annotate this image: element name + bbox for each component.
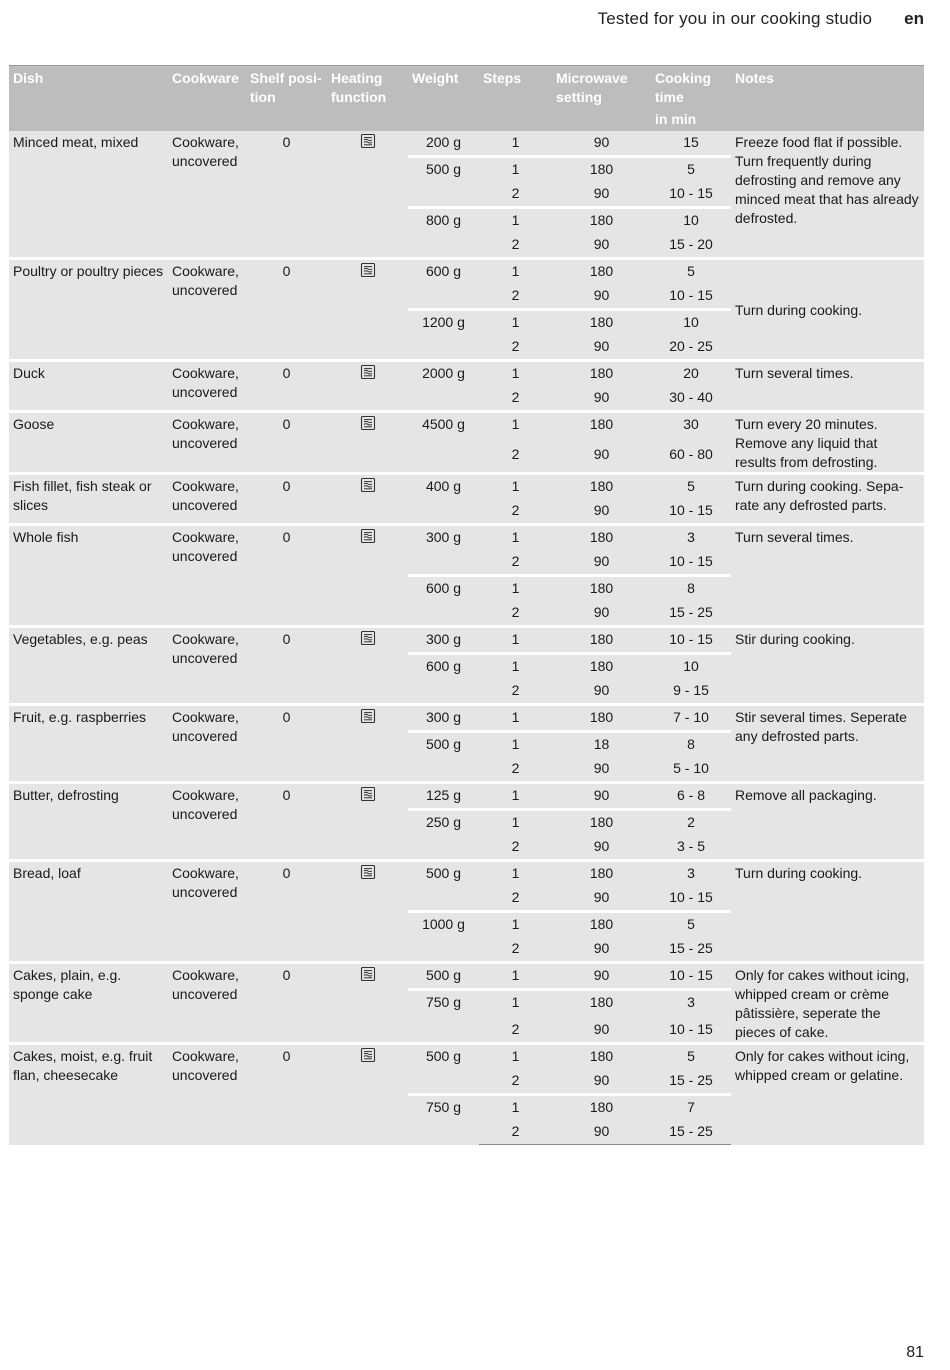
microwave-setting-cell: 180 (552, 310, 651, 336)
cooking-time-cell: 7 - 10 (651, 705, 731, 732)
heating-function-cell (327, 361, 408, 412)
cooking-time-cell: 5 (651, 1044, 731, 1070)
dish-cell: Duck (9, 361, 168, 412)
step-cell: 1 (479, 654, 552, 680)
dish-cell: Goose (9, 412, 168, 474)
cooking-time-cell: 60 - 80 (651, 443, 731, 474)
table-row (9, 783, 924, 810)
table-row (9, 474, 924, 500)
cooking-time-cell: 2 (651, 810, 731, 836)
step-cell: 1 (479, 576, 552, 602)
table-row (9, 705, 924, 732)
dish-cell: Fish fillet, fish steak or slices (9, 474, 168, 525)
cooking-time-cell: 15 (651, 131, 731, 157)
cookware-cell: Cookware, uncovered (168, 474, 246, 525)
microwave-setting-cell: 180 (552, 1095, 651, 1121)
heating-function-cell (327, 412, 408, 474)
step-cell: 2 (479, 284, 552, 310)
defrost-microwave-icon (360, 415, 376, 431)
microwave-setting-cell: 90 (552, 835, 651, 861)
step-cell: 1 (479, 705, 552, 732)
step-cell: 2 (479, 443, 552, 474)
language-code: en (904, 9, 924, 28)
col-notes: Notes (731, 66, 924, 132)
dish-cell: Minced meat, mixed (9, 131, 168, 259)
col-cooking-time-label: Cooking time (655, 70, 711, 105)
cooking-time-cell: 15 - 25 (651, 601, 731, 627)
notes-cell: Stir during cooking. (731, 627, 924, 705)
step-cell: 1 (479, 131, 552, 157)
dish-group (9, 783, 924, 861)
weight-cell: 125 g (408, 783, 479, 810)
weight-cell: 600 g (408, 259, 479, 310)
shelf-position-cell: 0 (246, 131, 327, 259)
notes-cell: Turn every 20 minutes. Remove any liquid that results from defrosting. (731, 412, 924, 474)
microwave-setting-cell: 90 (552, 937, 651, 963)
cookware-cell: Cookware, uncovered (168, 131, 246, 259)
step-cell: 2 (479, 886, 552, 912)
microwave-setting-cell: 90 (552, 783, 651, 810)
step-cell: 1 (479, 208, 552, 234)
heating-function-cell (327, 131, 408, 259)
step-cell: 1 (479, 783, 552, 810)
microwave-setting-cell: 180 (552, 810, 651, 836)
step-cell: 2 (479, 679, 552, 705)
dish-cell: Fruit, e.g. raspberries (9, 705, 168, 783)
cooking-time-cell: 15 - 25 (651, 1120, 731, 1145)
page-header (24, 6, 924, 32)
weight-cell: 500 g (408, 861, 479, 912)
cooking-time-cell: 15 - 25 (651, 937, 731, 963)
step-cell: 2 (479, 499, 552, 525)
step-cell: 1 (479, 1044, 552, 1070)
col-weight: Weight (408, 66, 479, 132)
step-cell: 2 (479, 233, 552, 259)
step-cell: 2 (479, 1018, 552, 1044)
table-row (9, 1044, 924, 1070)
dish-group (9, 627, 924, 705)
step-cell: 1 (479, 157, 552, 183)
table-row (9, 131, 924, 157)
step-cell: 1 (479, 861, 552, 887)
microwave-setting-cell: 180 (552, 627, 651, 654)
defrost-microwave-icon (360, 528, 376, 544)
dish-group (9, 412, 924, 474)
cookware-cell: Cookware, uncovered (168, 525, 246, 627)
col-cooking-time (651, 66, 731, 132)
microwave-setting-cell: 180 (552, 861, 651, 887)
weight-cell: 2000 g (408, 361, 479, 412)
defrost-microwave-icon (360, 966, 376, 982)
heating-function-cell (327, 861, 408, 963)
cooking-time-cell: 10 (651, 208, 731, 234)
shelf-position-cell: 0 (246, 861, 327, 963)
microwave-setting-cell: 90 (552, 601, 651, 627)
weight-cell: 300 g (408, 705, 479, 732)
weight-cell: 300 g (408, 627, 479, 654)
shelf-position-cell: 0 (246, 1044, 327, 1145)
cooking-time-cell: 3 - 5 (651, 835, 731, 861)
notes-cell: Turn during cooking. (731, 861, 924, 963)
cooking-time-cell: 5 (651, 474, 731, 500)
microwave-setting-cell: 90 (552, 886, 651, 912)
microwave-setting-cell: 180 (552, 1044, 651, 1070)
microwave-setting-cell: 90 (552, 131, 651, 157)
step-cell: 1 (479, 627, 552, 654)
microwave-setting-cell: 180 (552, 474, 651, 500)
cooking-time-cell: 9 - 15 (651, 679, 731, 705)
microwave-setting-cell: 90 (552, 499, 651, 525)
cookware-cell: Cookware, uncovered (168, 861, 246, 963)
step-cell: 2 (479, 757, 552, 783)
defrost-microwave-icon (360, 133, 376, 149)
weight-cell: 800 g (408, 208, 479, 259)
heating-function-cell (327, 1044, 408, 1145)
cooking-time-cell: 20 - 25 (651, 335, 731, 361)
microwave-setting-cell: 90 (552, 335, 651, 361)
dish-cell: Vegetables, e.g. peas (9, 627, 168, 705)
step-cell: 1 (479, 474, 552, 500)
dish-cell: Cakes, plain, e.g. sponge cake (9, 963, 168, 1044)
weight-cell: 300 g (408, 525, 479, 576)
cooking-time-cell: 10 - 15 (651, 1018, 731, 1044)
cookware-cell: Cookware, uncovered (168, 361, 246, 412)
dish-cell: Butter, defrosting (9, 783, 168, 861)
cooking-time-cell: 10 - 15 (651, 963, 731, 990)
cooking-time-cell: 10 - 15 (651, 627, 731, 654)
table-row (9, 963, 924, 990)
weight-cell: 400 g (408, 474, 479, 525)
step-cell: 2 (479, 335, 552, 361)
cooking-time-cell: 10 - 15 (651, 886, 731, 912)
cooking-time-cell: 30 - 40 (651, 386, 731, 412)
col-dish: Dish (9, 66, 168, 132)
shelf-position-cell: 0 (246, 361, 327, 412)
weight-cell: 4500 g (408, 412, 479, 474)
microwave-setting-cell: 18 (552, 732, 651, 758)
col-steps: Steps (479, 66, 552, 132)
microwave-setting-cell: 90 (552, 963, 651, 990)
weight-cell: 600 g (408, 654, 479, 705)
defrost-microwave-icon (360, 364, 376, 380)
shelf-position-cell: 0 (246, 627, 327, 705)
dish-group (9, 474, 924, 525)
dish-group (9, 705, 924, 783)
notes-cell: Turn several times. (731, 361, 924, 412)
dish-cell: Whole fish (9, 525, 168, 627)
cooking-time-cell: 3 (651, 990, 731, 1019)
step-cell: 2 (479, 937, 552, 963)
heating-function-cell (327, 627, 408, 705)
cookware-cell: Cookware, uncovered (168, 705, 246, 783)
shelf-position-cell: 0 (246, 259, 327, 361)
weight-cell: 500 g (408, 732, 479, 783)
cooking-time-cell: 7 (651, 1095, 731, 1121)
microwave-setting-cell: 90 (552, 550, 651, 576)
microwave-setting-cell: 180 (552, 412, 651, 443)
table-row (9, 525, 924, 551)
weight-cell: 1200 g (408, 310, 479, 361)
cooking-time-cell: 10 - 15 (651, 499, 731, 525)
shelf-position-cell: 0 (246, 525, 327, 627)
weight-cell: 750 g (408, 990, 479, 1044)
microwave-setting-cell: 180 (552, 990, 651, 1019)
microwave-setting-cell: 180 (552, 361, 651, 387)
cooking-time-cell: 10 - 15 (651, 550, 731, 576)
step-cell: 1 (479, 732, 552, 758)
step-cell: 1 (479, 361, 552, 387)
microwave-setting-cell: 90 (552, 757, 651, 783)
notes-cell: Freeze food flat if possible. Turn frequently during defrosting and remove any minced meat that has already defrosted. (731, 131, 924, 259)
col-cooking-time-unit: in min (655, 111, 697, 127)
cooking-time-cell: 3 (651, 861, 731, 887)
defrost-microwave-icon (360, 786, 376, 802)
col-shelf-position: Shelf posi-tion (246, 66, 327, 132)
microwave-setting-cell: 90 (552, 1018, 651, 1044)
cooking-time-cell: 5 (651, 259, 731, 285)
microwave-setting-cell: 180 (552, 208, 651, 234)
dish-group (9, 1044, 924, 1145)
microwave-setting-cell: 90 (552, 1120, 651, 1145)
page-number: 81 (906, 1344, 924, 1361)
dish-group (9, 963, 924, 1044)
dish-group (9, 525, 924, 627)
cooking-time-cell: 15 - 25 (651, 1069, 731, 1095)
notes-cell: Turn during cooking. Sepa-rate any defrosted parts. (731, 474, 924, 525)
microwave-setting-cell: 180 (552, 912, 651, 938)
cooking-time-cell: 20 (651, 361, 731, 387)
cookware-cell: Cookware, uncovered (168, 259, 246, 361)
microwave-setting-cell: 90 (552, 679, 651, 705)
cookware-cell: Cookware, uncovered (168, 963, 246, 1044)
microwave-setting-cell: 90 (552, 1069, 651, 1095)
weight-cell: 250 g (408, 810, 479, 861)
cookware-cell: Cookware, uncovered (168, 783, 246, 861)
shelf-position-cell: 0 (246, 963, 327, 1044)
step-cell: 1 (479, 259, 552, 285)
notes-cell: Turn during cooking. (731, 259, 924, 361)
dish-group (9, 361, 924, 412)
defrost-microwave-icon (360, 477, 376, 493)
microwave-setting-cell: 90 (552, 182, 651, 208)
header-title: Tested for you in our cooking studio (597, 9, 873, 28)
microwave-setting-cell: 90 (552, 443, 651, 474)
weight-cell: 1000 g (408, 912, 479, 963)
table-row (9, 361, 924, 387)
cookware-cell: Cookware, uncovered (168, 627, 246, 705)
shelf-position-cell: 0 (246, 412, 327, 474)
step-cell: 1 (479, 963, 552, 990)
weight-cell: 500 g (408, 963, 479, 990)
cooking-time-cell: 5 - 10 (651, 757, 731, 783)
dish-group (9, 861, 924, 963)
defrost-microwave-icon (360, 1047, 376, 1063)
step-cell: 1 (479, 990, 552, 1019)
dish-cell: Cakes, moist, e.g. fruit flan, cheesecake (9, 1044, 168, 1145)
step-cell: 2 (479, 386, 552, 412)
cooking-time-cell: 6 - 8 (651, 783, 731, 810)
cooking-time-cell: 30 (651, 412, 731, 443)
cooking-time-cell: 3 (651, 525, 731, 551)
microwave-setting-cell: 180 (552, 525, 651, 551)
step-cell: 1 (479, 310, 552, 336)
col-microwave-setting: Microwave setting (552, 66, 651, 132)
table-row (9, 627, 924, 654)
step-cell: 2 (479, 550, 552, 576)
dish-group (9, 259, 924, 361)
defrost-microwave-icon (360, 864, 376, 880)
dish-cell: Poultry or poultry pieces (9, 259, 168, 361)
table-row (9, 861, 924, 887)
cooking-time-cell: 10 (651, 310, 731, 336)
weight-cell: 500 g (408, 1044, 479, 1095)
cookware-cell: Cookware, uncovered (168, 1044, 246, 1145)
weight-cell: 200 g (408, 131, 479, 157)
cooking-time-cell: 5 (651, 157, 731, 183)
weight-cell: 600 g (408, 576, 479, 627)
notes-cell: Remove all packaging. (731, 783, 924, 861)
microwave-setting-cell: 90 (552, 386, 651, 412)
table-row (9, 259, 924, 285)
step-cell: 1 (479, 1095, 552, 1121)
notes-cell: Only for cakes without icing, whipped cream or gelatine. (731, 1044, 924, 1145)
defrost-microwave-icon (360, 262, 376, 278)
dish-cell: Bread, loaf (9, 861, 168, 963)
notes-cell: Turn several times. (731, 525, 924, 627)
cookware-cell: Cookware, uncovered (168, 412, 246, 474)
step-cell: 1 (479, 810, 552, 836)
cooking-time-cell: 8 (651, 732, 731, 758)
cooking-time-cell: 10 - 15 (651, 182, 731, 208)
heating-function-cell (327, 963, 408, 1044)
col-heating-function: Heating function (327, 66, 408, 132)
cooking-time-cell: 5 (651, 912, 731, 938)
microwave-setting-cell: 180 (552, 259, 651, 285)
heating-function-cell (327, 705, 408, 783)
microwave-setting-cell: 90 (552, 233, 651, 259)
heating-function-cell (327, 474, 408, 525)
defrost-microwave-icon (360, 630, 376, 646)
table-header-row (9, 66, 924, 132)
shelf-position-cell: 0 (246, 705, 327, 783)
step-cell: 1 (479, 412, 552, 443)
microwave-setting-cell: 180 (552, 654, 651, 680)
step-cell: 2 (479, 835, 552, 861)
microwave-setting-cell: 90 (552, 284, 651, 310)
shelf-position-cell: 0 (246, 474, 327, 525)
cooking-time-cell: 10 (651, 654, 731, 680)
weight-cell: 750 g (408, 1095, 479, 1145)
notes-cell: Only for cakes without icing, whipped cream or crème pâtissière, seperate the pieces of cake. (731, 963, 924, 1044)
heating-function-cell (327, 525, 408, 627)
step-cell: 2 (479, 182, 552, 208)
step-cell: 2 (479, 601, 552, 627)
microwave-setting-cell: 180 (552, 157, 651, 183)
step-cell: 1 (479, 912, 552, 938)
step-cell: 1 (479, 525, 552, 551)
col-cookware: Cookware (168, 66, 246, 132)
cooking-time-cell: 8 (651, 576, 731, 602)
microwave-setting-cell: 180 (552, 705, 651, 732)
step-cell: 2 (479, 1120, 552, 1145)
defrost-table (9, 65, 924, 1145)
shelf-position-cell: 0 (246, 783, 327, 861)
weight-cell: 500 g (408, 157, 479, 208)
heating-function-cell (327, 259, 408, 361)
step-cell: 2 (479, 1069, 552, 1095)
cooking-time-cell: 15 - 20 (651, 233, 731, 259)
microwave-setting-cell: 180 (552, 576, 651, 602)
heating-function-cell (327, 783, 408, 861)
table-row (9, 412, 924, 443)
defrost-microwave-icon (360, 708, 376, 724)
cooking-time-cell: 10 - 15 (651, 284, 731, 310)
dish-group (9, 131, 924, 259)
notes-cell: Stir several times. Seperate any defrosted parts. (731, 705, 924, 783)
